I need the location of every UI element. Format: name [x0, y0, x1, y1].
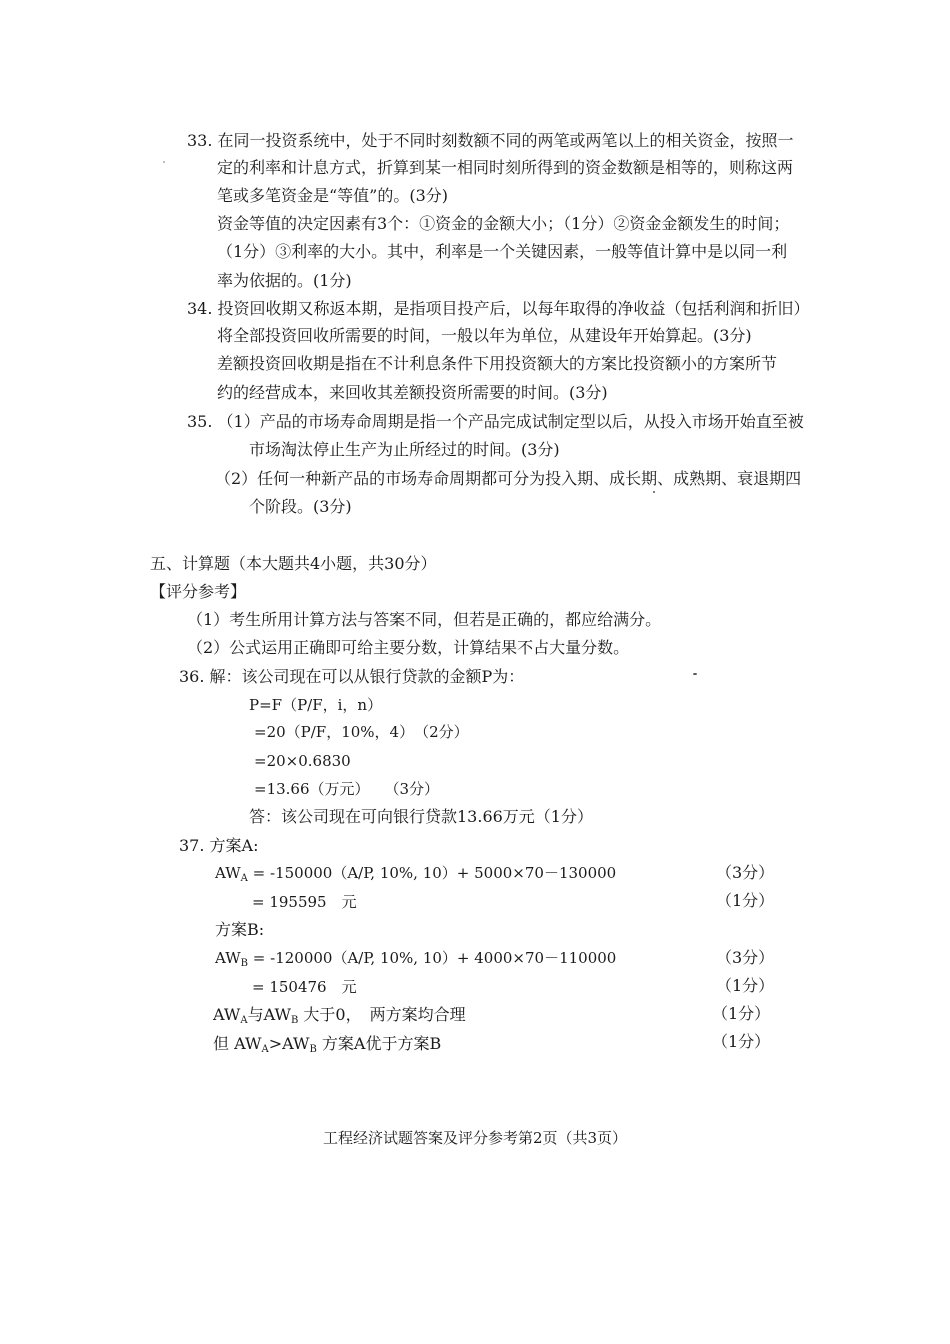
q34-line-4: 约的经营成本，来回收其差额投资所需要的时间。(3分): [217, 383, 608, 402]
q35-text-1: （1）产品的市场寿命周期是指一个产品完成试制定型以后，从投入市场开始直至被: [217, 412, 804, 431]
q34-line-1: [187, 299, 810, 319]
q35-number: 35.: [187, 412, 213, 431]
scan-speck: [163, 161, 165, 163]
section-title: 五、计算题（本大题共4小题，共30分）: [150, 554, 437, 573]
q37-aw-b-line-1: [215, 948, 616, 974]
aw-subscript-a: A: [240, 873, 248, 884]
q37-points-3: （3分）: [716, 948, 775, 967]
aw-subscript-b: B: [290, 1015, 299, 1026]
grading-reference-heading: 【评分参考】: [150, 582, 247, 601]
aw-subscript-a: A: [240, 1015, 248, 1026]
q37-heading: 37. 方案A:: [179, 836, 259, 855]
aw-subscript-b: B: [309, 1044, 317, 1055]
aw-label: AW: [234, 1034, 262, 1053]
q37-aw-b-result: = 150476 元: [252, 978, 357, 996]
q35-line-2: 市场淘汰停止生产为止所经过的时间。(3分): [249, 440, 560, 459]
aw-a-formula: = -150000（A/P, 10%, 10）+ 5000×70－130000: [252, 864, 617, 882]
q33-line-1: [187, 131, 794, 151]
q36-equation-3: =20×0.6830: [254, 752, 351, 770]
q34-line-2: 将全部投资回收所需要的时间，一般以年为单位，从建设年开始算起。(3分): [217, 326, 752, 345]
q36-equation-1: P=F（P/F，i，n）: [249, 696, 383, 714]
q37-conclusion-2: [213, 1034, 441, 1060]
scan-speck: [653, 491, 655, 493]
aw-label: AW: [263, 1005, 291, 1024]
q36-equation-2: =20（P/F，10%，4） （2分）: [254, 723, 469, 741]
conclusion-2-text: 方案A优于方案B: [321, 1034, 442, 1053]
aw-subscript-a: A: [261, 1044, 269, 1055]
q37-points-1: （3分）: [716, 863, 775, 882]
q36-equation-4: =13.66（万元） （3分）: [254, 780, 440, 798]
aw-label: AW: [215, 864, 241, 882]
q35-line-3: （2）任何一种新产品的市场寿命周期都可分为投入期、成长期、成熟期、衰退期四: [215, 469, 802, 488]
q33-line-5: （1分）③利率的大小。其中，利率是一个关键因素，一般等值计算中是以同一利: [217, 242, 788, 261]
q37-plan-b: 方案B:: [215, 920, 265, 939]
q36-answer: 答：该公司现在可向银行贷款13.66万元（1分）: [249, 807, 593, 826]
q37-points-5: （1分）: [712, 1004, 771, 1023]
grading-note-2: （2）公式运用正确即可给主要分数，计算结果不占大量分数。: [187, 638, 630, 657]
and-word: 与: [247, 1005, 264, 1024]
q37-points-6: （1分）: [712, 1032, 771, 1051]
q33-line-6: 率为依据的。(1分): [217, 271, 352, 290]
q34-number: 34.: [187, 299, 213, 318]
aw-subscript-b: B: [240, 958, 249, 969]
scan-speck: [693, 673, 697, 675]
but-word: 但: [213, 1034, 230, 1053]
q33-line-4: 资金等值的决定因素有3个：①资金的金额大小；（1分）②资金金额发生的时间；: [217, 214, 790, 233]
q37-aw-a-line-1: [215, 863, 616, 889]
greater-than: >: [268, 1034, 283, 1053]
aw-label: AW: [282, 1034, 310, 1053]
q34-text-1: 投资回收期又称返本期，是指项目投产后，以每年取得的净收益（包括利润和折旧）: [217, 299, 810, 318]
q37-points-4: （1分）: [716, 976, 775, 995]
q36-heading: 36. 解：该公司现在可以从银行贷款的金额P为：: [179, 667, 525, 686]
aw-b-formula: = -120000（A/P, 10%, 10）+ 4000×70－110000: [252, 949, 617, 967]
aw-label: AW: [215, 949, 241, 967]
q35-line-1: [187, 412, 804, 432]
q33-line-3: 笔或多笔资金是“等值”的。(3分): [217, 186, 449, 205]
q37-aw-a-result: = 195595 元: [252, 893, 357, 911]
grading-note-1: （1）考生所用计算方法与答案不同，但若是正确的，都应给满分。: [187, 610, 662, 629]
conclusion-1-text: 大于0， 两方案均合理: [303, 1005, 466, 1024]
q35-line-4: 个阶段。(3分): [249, 497, 352, 516]
q34-line-3: 差额投资回收期是指在不计利息条件下用投资额大的方案比投资额小的方案所节: [217, 354, 778, 373]
q37-conclusion-1: [213, 1005, 466, 1031]
q33-line-2: 定的利率和计息方式，折算到某一相同时刻所得到的资金数额是相等的，则称这两: [217, 158, 794, 177]
q33-text-1: 在同一投资系统中，处于不同时刻数额不同的两笔或两笔以上的相关资金，按照一: [217, 131, 794, 150]
page-footer: 工程经济试题答案及评分参考第2页（共3页）: [322, 1129, 628, 1147]
q37-points-2: （1分）: [716, 891, 775, 910]
aw-label: AW: [213, 1005, 241, 1024]
q33-number: 33.: [187, 131, 213, 150]
